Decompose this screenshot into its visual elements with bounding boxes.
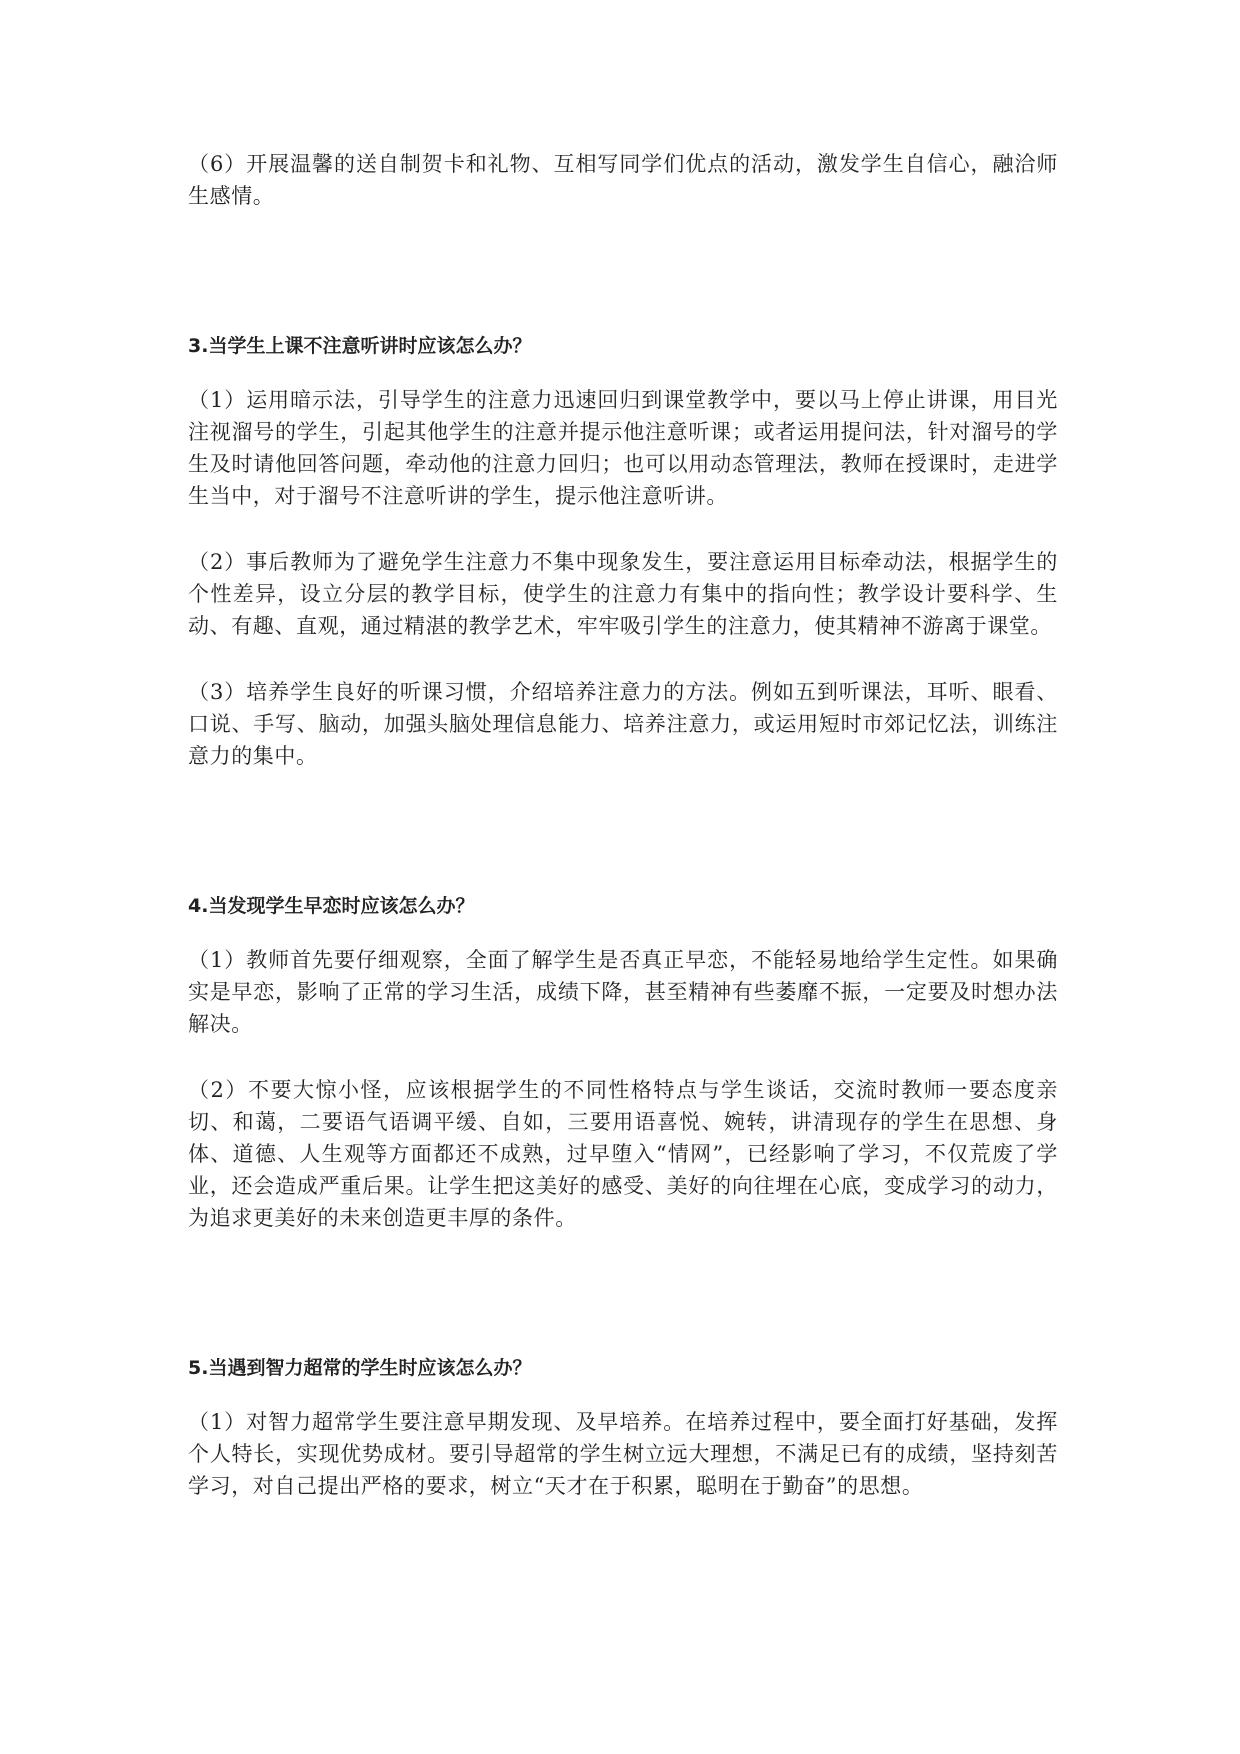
section-heading: 4.当发现学生早恋时应该怎么办？ (188, 895, 475, 917)
paragraph: （1）运用暗示法，引导学生的注意力迅速回归到课堂教学中，要以马上停止讲课，用目光注视溜号的学生，引起其他学生的注意并提示他注意听课；或者运用提问法，针对溜号的学生及时请他回答问题，牵动他的注意力回归；也可以用动态管理法，教师在授课时，走进学生当中，对于溜号不注意听讲的学生，提示他注意听讲。 (188, 388, 1058, 508)
paragraph: （1）对智力超常学生要注意早期发现、及早培养。在培养过程中，要全面打好基础，发挥个人特长，实现优势成材。要引导超常的学生树立远大理想，不满足已有的成绩，坚持刻苦学习，对自己提出严格的要求，树立“天才在于积累，聪明在于勤奋”的思想。 (188, 1410, 1058, 1498)
paragraph: （6）开展温馨的送自制贺卡和礼物、互相写同学们优点的活动，激发学生自信心，融洽师生感情。 (188, 152, 1058, 208)
paragraph: （3）培养学生良好的听课习惯，介绍培养注意力的方法。例如五到听课法，耳听、眼看、口说、手写、脑动，加强头脑处理信息能力、培养注意力，或运用短时市郊记忆法，训练注意力的集中。 (188, 680, 1058, 768)
section-heading: 3.当学生上课不注意听讲时应该怎么办？ (188, 335, 532, 357)
paragraph: （2）事后教师为了避免学生注意力不集中现象发生，要注意运用目标牵动法，根据学生的个性差异，设立分层的教学目标，使学生的注意力有集中的指向性；教学设计要科学、生动、有趣、直观，通过精湛的教学艺术，牢牢吸引学生的注意力，使其精神不游离于课堂。 (188, 550, 1058, 638)
paragraph: （2）不要大惊小怪，应该根据学生的不同性格特点与学生谈话，交流时教师一要态度亲切、和蔼，二要语气语调平缓、自如，三要用语喜悦、婉转，讲清现存的学生在思想、身体、道德、人生观等方面都还不成熟，过早堕入“情网”，已经影响了学习，不仅荒废了学业，还会造成严重后果。让学生把这美好的感受、美好的向往埋在心底，变成学习的动力，为追求更美好的未来创造更丰厚的条件。 (188, 1078, 1058, 1230)
section-heading: 5.当遇到智力超常的学生时应该怎么办？ (188, 1357, 532, 1379)
document-page (188, 148, 1058, 1502)
paragraph: （1）教师首先要仔细观察，全面了解学生是否真正早恋，不能轻易地给学生定性。如果确实是早恋，影响了正常的学习生活，成绩下降，甚至精神有些萎靡不振，一定要及时想办法解决。 (188, 948, 1058, 1036)
